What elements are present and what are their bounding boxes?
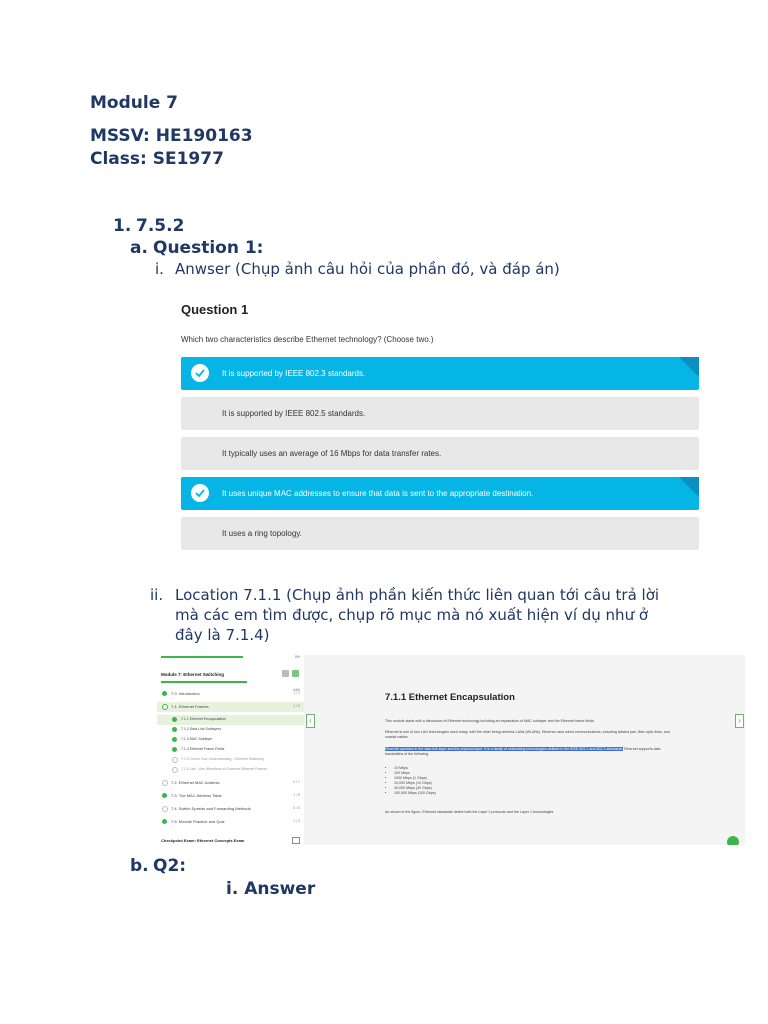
location-line: mà các em tìm được, chụp rõ mục mà nó xuất hiện ví dụ như ở xyxy=(175,606,649,624)
status-dot xyxy=(162,691,167,696)
chevron-left-icon[interactable]: ‹ xyxy=(306,714,315,728)
help-icon[interactable] xyxy=(727,836,739,845)
module-actions xyxy=(279,670,299,678)
sidebar-item-label: 7.5. Module Practice and Quiz xyxy=(171,819,225,824)
q2-heading: Q2: xyxy=(153,856,187,876)
sidebar-item[interactable] xyxy=(157,804,304,814)
content-title: 7.1.1 Ethernet Encapsulation xyxy=(385,692,515,703)
quiz-option[interactable] xyxy=(181,397,699,430)
trash-icon[interactable] xyxy=(282,670,289,677)
course-sidebar xyxy=(157,655,304,845)
list-item: • 100,000 Mbps (100 Gbps) xyxy=(394,791,436,796)
expand-icon[interactable] xyxy=(292,837,300,844)
quiz-prompt: Which two characteristics describe Ethernet technology? (Choose two.) xyxy=(181,335,434,344)
quiz-option-label: It uses unique MAC addresses to ensure that data is sent to the appropriate destination. xyxy=(222,489,534,498)
course-screenshot xyxy=(157,655,745,845)
chevron-right-icon[interactable]: › xyxy=(735,714,744,728)
sidebar-item-label: 7.1.2 Data Link Sublayers xyxy=(181,727,222,731)
status-dot xyxy=(172,767,178,773)
list-item: • 100 Mbps xyxy=(394,771,436,776)
quiz-option[interactable] xyxy=(181,357,699,390)
section-number: 1. xyxy=(113,216,132,236)
q2-marker: b. xyxy=(130,856,149,876)
quiz-option-label: It is supported by IEEE 802.5 standards. xyxy=(222,409,366,418)
sidebar-subitem[interactable] xyxy=(157,725,304,735)
status-dot xyxy=(172,747,177,752)
sidebar-item[interactable] xyxy=(157,689,304,699)
location-line: đây là 7.1.4) xyxy=(175,626,270,644)
sidebar-item[interactable] xyxy=(157,817,304,827)
sidebar-item-label: 7.1.1 Ethernet Encapsulation xyxy=(181,717,226,721)
location-line: Location 7.1.1 (Chụp ảnh phần kiến thức liên quan tới câu trả lời xyxy=(175,586,660,604)
course-progress-bar xyxy=(161,656,243,658)
list-item: • 10,000 Mbps (10 Gbps) xyxy=(394,781,436,786)
sidebar-subitem[interactable] xyxy=(157,765,304,775)
sidebar-item-label: 7.3. The MAC Address Table xyxy=(171,793,222,798)
sidebar-item[interactable] xyxy=(157,791,304,801)
corner-flag xyxy=(679,357,699,377)
sidebar-item-count: 0 / 7 xyxy=(293,780,300,784)
content-paragraph: This module starts with a discussion of Ethernet technology including an explanation of MAC sublayer and the Ethernet frame fields. xyxy=(385,719,595,723)
list-item: • 40,000 Mbps (40 Gbps) xyxy=(394,786,436,791)
quiz-option-label: It is supported by IEEE 802.3 standards. xyxy=(222,369,366,378)
status-dot xyxy=(172,757,178,763)
status-dot xyxy=(162,780,168,786)
sidebar-item-label: 7.1.6 Lab - Use Wireshark to Examine Ethernet Frames xyxy=(181,767,268,771)
sidebar-item-count: 1 / 3 xyxy=(293,819,300,823)
quiz-option[interactable] xyxy=(181,517,699,550)
answer-text: Anwser (Chụp ảnh câu hỏi của phần đó, và đáp án) xyxy=(175,260,560,278)
sidebar-item-count: 0 / 5 xyxy=(293,806,300,810)
sidebar-item-label: 7.4. Switch Speeds and Forwarding Methods xyxy=(171,806,251,811)
content-paragraph: Ethernet is one of two LAN technologies used today, with the other being wireless LANs (WLANs). Ethernet uses wired communications, including twisted pair, fiber-optic links, and coaxial cables. xyxy=(385,730,670,739)
content-paragraph xyxy=(385,747,675,757)
sidebar-item-label: 7.1. Ethernet Frames xyxy=(171,704,209,709)
speed-list xyxy=(385,766,436,795)
module-progress-bar xyxy=(161,681,247,683)
sidebar-subitem[interactable] xyxy=(157,715,304,725)
answer-marker: i. xyxy=(155,260,164,278)
quiz-screenshot xyxy=(153,290,743,560)
sidebar-item[interactable] xyxy=(157,778,304,788)
quiz-option[interactable] xyxy=(181,437,699,470)
course-content xyxy=(307,655,745,845)
sidebar-item-label: 7.2. Ethernet MAC Address xyxy=(171,780,220,785)
sidebar-item-count: 1 / 5 xyxy=(293,793,300,797)
check-icon xyxy=(191,484,209,502)
location-marker: ii. xyxy=(150,586,164,604)
status-dot xyxy=(172,727,177,732)
status-dot xyxy=(172,717,177,722)
quiz-option-label: It typically uses an average of 16 Mbps for data transfer rates. xyxy=(222,449,442,458)
course-progress-percent: 0% xyxy=(294,655,300,659)
quiz-option[interactable] xyxy=(181,477,699,510)
status-dot xyxy=(162,793,167,798)
module-progress-percent: 14% xyxy=(292,688,300,692)
sidebar-item-label: 7.1.5 Check Your Understanding - Ethernet Switching xyxy=(181,757,264,761)
content-text: Ethernet supports data bandwidths of the following: xyxy=(385,747,661,756)
corner-flag xyxy=(679,477,699,497)
sidebar-subitem[interactable] xyxy=(157,755,304,765)
q1-heading: Question 1: xyxy=(153,238,264,258)
module-title: Module 7 xyxy=(90,93,178,113)
content-paragraph: As shown in the figure, Ethernet standards define both the Layer 2 protocols and the Layer 1 technologies. xyxy=(385,810,555,814)
class-label: Class: SE1977 xyxy=(90,149,224,169)
status-dot xyxy=(162,704,168,710)
check-icon xyxy=(191,364,209,382)
sidebar-item-label: 7.0. Introduction xyxy=(171,691,200,696)
module-name: Module 7: Ethernet Switching xyxy=(161,672,225,677)
sidebar-item-label: 7.1.4 Ethernet Frame Fields xyxy=(181,747,225,751)
sidebar-item-count: 1 / 5 xyxy=(293,704,300,708)
status-dot xyxy=(162,819,167,824)
sidebar-item-count: 1 / 1 xyxy=(293,691,300,695)
quiz-title: Question 1 xyxy=(181,302,249,317)
section-label: 7.5.2 xyxy=(136,216,185,236)
sidebar-subitem[interactable] xyxy=(157,745,304,755)
quiz-option-label: It uses a ring topology. xyxy=(222,529,302,538)
checkpoint-exam[interactable]: Checkpoint Exam: Ethernet Concepts Exam xyxy=(161,838,245,843)
sidebar-item[interactable] xyxy=(157,702,304,712)
status-dot xyxy=(172,737,177,742)
list-item: • 10 Mbps xyxy=(394,766,436,771)
list-item: • 1000 Mbps (1 Gbps) xyxy=(394,776,436,781)
sidebar-subitem[interactable] xyxy=(157,735,304,745)
menu-icon[interactable] xyxy=(292,670,299,677)
q1-marker: a. xyxy=(130,238,148,258)
highlighted-text: Ethernet operates in the data link layer and the physical layer. It is a family of networking technologies defined in the IEEE 802.2 and 802.3 standards. xyxy=(385,747,624,751)
status-dot xyxy=(162,806,168,812)
q2-answer-heading: i. Answer xyxy=(226,879,316,899)
student-id: MSSV: HE190163 xyxy=(90,126,253,146)
sidebar-item-label: 7.1.3 MAC Sublayer xyxy=(181,737,213,741)
